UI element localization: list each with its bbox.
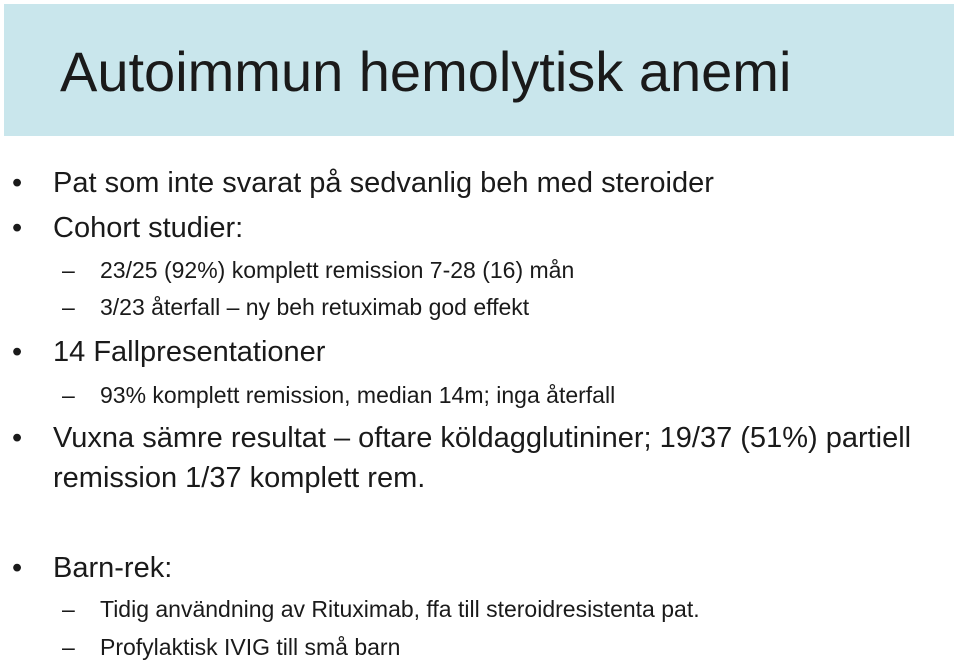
bullet-text: Cohort studier: [53, 212, 244, 244]
bullet-marker: • [12, 212, 23, 244]
sub-bullet-text: 3/23 återfall – ny beh retuximab god effekt [100, 294, 530, 320]
bullet-marker: • [12, 552, 23, 584]
sub-bullet-text: Tidig användning av Rituximab, ffa till steroidresistenta pat. [100, 596, 700, 622]
bullet-text: 14 Fallpresentationer [53, 336, 326, 368]
sub-bullet-text: 93% komplett remission, median 14m; inga återfall [100, 382, 616, 408]
dash-marker: – [62, 596, 75, 622]
dash-marker: – [62, 294, 75, 320]
title-bar [4, 4, 954, 136]
bullet-marker: • [12, 167, 23, 199]
sub-bullet-text: 23/25 (92%) komplett remission 7-28 (16) mån [100, 257, 575, 283]
bullet-text: Barn-rek: [53, 552, 173, 584]
bullet-text: Vuxna sämre resultat – oftare köldagglutininer; 19/37 (51%) partiell remission 1/37 komplett rem. [53, 422, 912, 494]
bullet-text: Pat som inte svarat på sedvanlig beh med steroider [53, 167, 714, 199]
bullet-marker: • [12, 336, 23, 368]
dash-marker: – [62, 634, 75, 660]
dash-marker: – [62, 257, 75, 283]
bullet-item [0, 418, 920, 502]
sub-bullet-text: Profylaktisk IVIG till små barn [100, 634, 401, 660]
slide-title: Autoimmun hemolytisk anemi [60, 40, 792, 103]
bullet-marker: • [12, 422, 23, 454]
dash-marker: – [62, 382, 75, 408]
